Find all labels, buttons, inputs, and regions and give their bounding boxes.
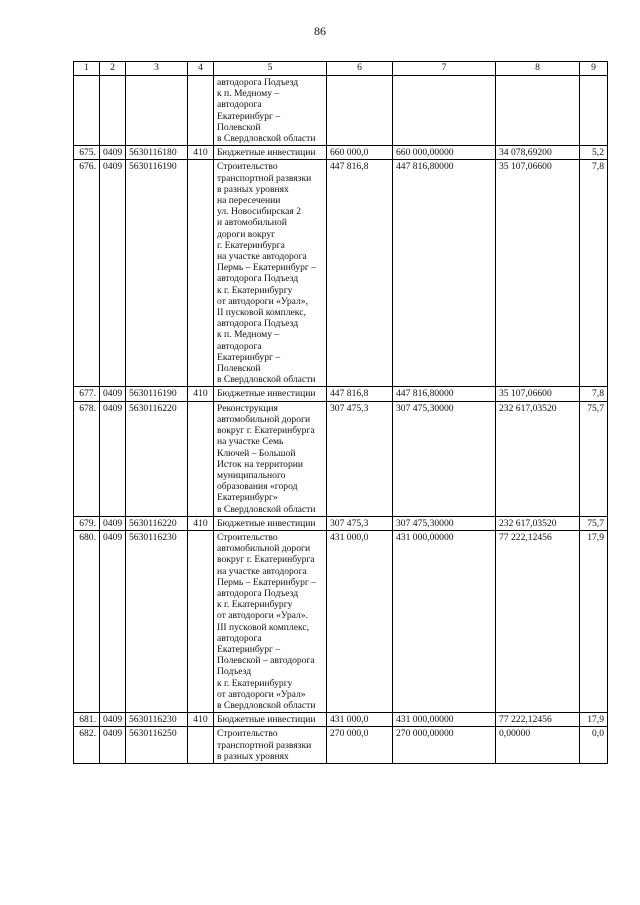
- execution-percent: 5,2: [580, 146, 608, 160]
- refined-amount: 660 000,00000: [393, 146, 496, 160]
- item-name: Строительство автомобильной дороги вокруг г. Екатеринбурга на участке автодорога Пермь – Екатеринбург – автодорога Подъезд к г. Екатеринбургу от автодороги «Урал». III пусковой комплекс, автодорога Екатеринбург – Полевской – автодорога Подъезд к г. Екатеринбургу от автодороги «Урал» в Свердловской области: [214, 530, 327, 712]
- item-name: Бюджетные инвестиции: [214, 146, 327, 160]
- planned-amount: 431 000,0: [327, 713, 393, 727]
- expense-kind-code: [188, 401, 214, 516]
- planned-amount: 307 475,3: [327, 401, 393, 516]
- table-row: [74, 530, 608, 712]
- section-code: 0409: [100, 146, 126, 160]
- target-item-code: 5630116190: [126, 387, 188, 401]
- column-header: 8: [496, 62, 580, 76]
- refined-amount: 447 816,80000: [393, 387, 496, 401]
- refined-amount: 307 475,30000: [393, 516, 496, 530]
- item-name: Реконструкция автомобильной дороги вокруг г. Екатеринбурга на участке Семь Ключей – Большой Исток на территории муниципального образования «город Екатеринбург» в Свердловской области: [214, 401, 327, 516]
- row-number: 678.: [74, 401, 100, 516]
- item-name: Строительство транспортной развязки в разных уровнях: [214, 727, 327, 764]
- target-item-code: 5630116250: [126, 727, 188, 764]
- execution-percent: 75,7: [580, 516, 608, 530]
- execution-percent: 75,7: [580, 401, 608, 516]
- section-code: 0409: [100, 516, 126, 530]
- executed-amount: 35 107,06600: [496, 387, 580, 401]
- row-number: 681.: [74, 713, 100, 727]
- column-number-row: [74, 62, 608, 76]
- row-number: 680.: [74, 530, 100, 712]
- item-name: Бюджетные инвестиции: [214, 713, 327, 727]
- column-header: 5: [214, 62, 327, 76]
- row-number: 675.: [74, 146, 100, 160]
- column-header: 4: [188, 62, 214, 76]
- planned-amount: 307 475,3: [327, 516, 393, 530]
- execution-percent: 0,0: [580, 727, 608, 764]
- execution-percent: [580, 76, 608, 146]
- table-row: [74, 401, 608, 516]
- planned-amount: 270 000,0: [327, 727, 393, 764]
- section-code: 0409: [100, 530, 126, 712]
- target-item-code: [126, 76, 188, 146]
- executed-amount: 34 078,69200: [496, 146, 580, 160]
- expense-kind-code: [188, 76, 214, 146]
- row-number: 682.: [74, 727, 100, 764]
- refined-amount: 307 475,30000: [393, 401, 496, 516]
- table-row: [74, 727, 608, 764]
- executed-amount: 77 222,12456: [496, 713, 580, 727]
- planned-amount: 447 816,8: [327, 160, 393, 387]
- planned-amount: 431 000,0: [327, 530, 393, 712]
- execution-percent: 7,8: [580, 160, 608, 387]
- column-header: 7: [393, 62, 496, 76]
- executed-amount: [496, 76, 580, 146]
- expense-kind-code: 410: [188, 713, 214, 727]
- executed-amount: 35 107,06600: [496, 160, 580, 387]
- expense-kind-code: [188, 530, 214, 712]
- target-item-code: 5630116230: [126, 713, 188, 727]
- target-item-code: 5630116190: [126, 160, 188, 387]
- page-number: 86: [314, 24, 326, 38]
- expense-kind-code: [188, 160, 214, 387]
- table-row: [74, 76, 608, 146]
- row-number: 679.: [74, 516, 100, 530]
- refined-amount: 431 000,00000: [393, 530, 496, 712]
- target-item-code: 5630116220: [126, 401, 188, 516]
- column-header: 6: [327, 62, 393, 76]
- target-item-code: 5630116230: [126, 530, 188, 712]
- refined-amount: 447 816,80000: [393, 160, 496, 387]
- execution-percent: 17,9: [580, 713, 608, 727]
- section-code: 0409: [100, 401, 126, 516]
- section-code: 0409: [100, 727, 126, 764]
- execution-percent: 7,8: [580, 387, 608, 401]
- table-row: [74, 713, 608, 727]
- table-row: [74, 387, 608, 401]
- section-code: 0409: [100, 387, 126, 401]
- table-row: [74, 516, 608, 530]
- item-name: Строительство транспортной развязки в разных уровнях на пересечении ул. Новосибирская 2 и автомобильной дороги вокруг г. Екатеринбурга на участке автодорога Пермь – Екатеринбург – автодорога Подъезд к г. Екатеринбургу от автодороги «Урал», II пусковой комплекс, автодорога Подъезд к п. Медному – автодорога Екатеринбург – Полевской в Свердловской области: [214, 160, 327, 387]
- refined-amount: 431 000,00000: [393, 713, 496, 727]
- executed-amount: 0,00000: [496, 727, 580, 764]
- expense-kind-code: [188, 727, 214, 764]
- item-name: Бюджетные инвестиции: [214, 387, 327, 401]
- executed-amount: 232 617,03520: [496, 516, 580, 530]
- execution-percent: 17,9: [580, 530, 608, 712]
- column-header: 2: [100, 62, 126, 76]
- refined-amount: [393, 76, 496, 146]
- target-item-code: 5630116220: [126, 516, 188, 530]
- row-number: 676.: [74, 160, 100, 387]
- executed-amount: 232 617,03520: [496, 401, 580, 516]
- expense-kind-code: 410: [188, 387, 214, 401]
- refined-amount: 270 000,00000: [393, 727, 496, 764]
- column-header: 3: [126, 62, 188, 76]
- item-name: автодорога Подъезд к п. Медному – автодорога Екатеринбург – Полевской в Свердловской области: [214, 76, 327, 146]
- column-header: 1: [74, 62, 100, 76]
- executed-amount: 77 222,12456: [496, 530, 580, 712]
- section-code: 0409: [100, 160, 126, 387]
- expense-kind-code: 410: [188, 146, 214, 160]
- expense-kind-code: 410: [188, 516, 214, 530]
- budget-table: [73, 61, 608, 764]
- planned-amount: 660 000,0: [327, 146, 393, 160]
- item-name: Бюджетные инвестиции: [214, 516, 327, 530]
- table-row: [74, 146, 608, 160]
- planned-amount: [327, 76, 393, 146]
- row-number: [74, 76, 100, 146]
- section-code: 0409: [100, 713, 126, 727]
- section-code: [100, 76, 126, 146]
- planned-amount: 447 816,8: [327, 387, 393, 401]
- column-header: 9: [580, 62, 608, 76]
- table-row: [74, 160, 608, 387]
- target-item-code: 5630116180: [126, 146, 188, 160]
- row-number: 677.: [74, 387, 100, 401]
